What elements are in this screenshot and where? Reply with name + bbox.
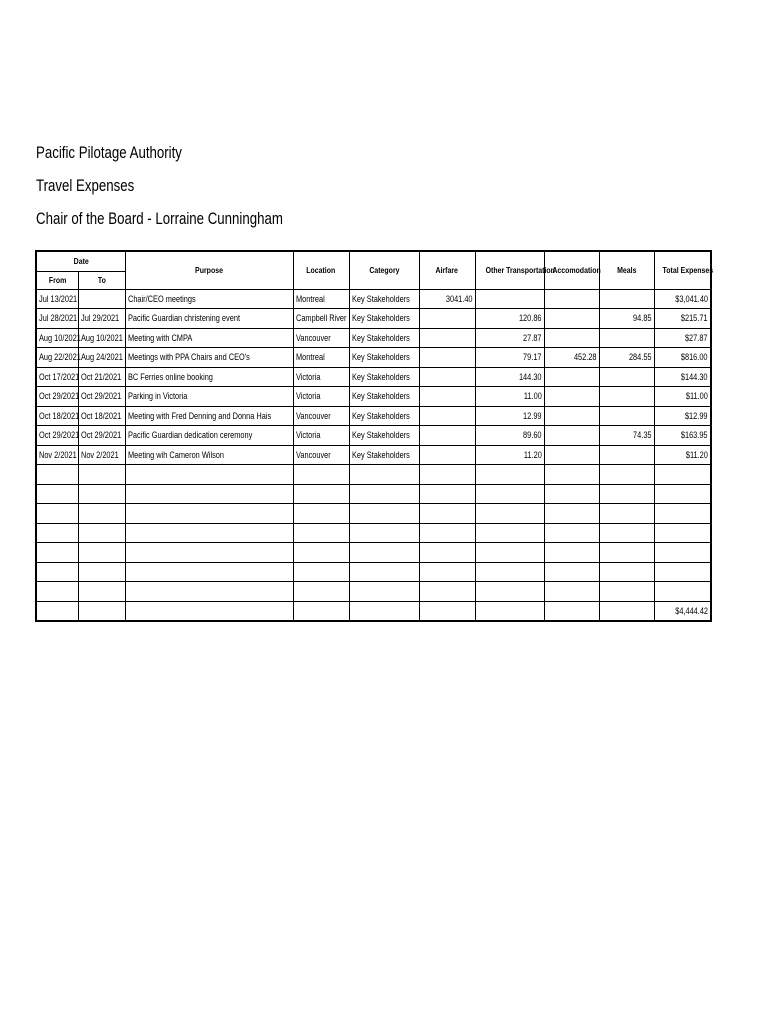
cell-location [293,601,349,621]
cell-meals [599,504,654,524]
cell-from [36,582,78,602]
cell-to: Oct 29/2021 [78,426,125,446]
header-row [36,251,711,271]
cell-other-transportation: 144.30 [475,367,544,387]
grand-total: $4,444.42 [654,601,711,621]
cell-to [78,582,125,602]
cell-other-transportation [475,465,544,485]
cell-other-transportation [475,523,544,543]
cell-meals [599,406,654,426]
cell-to [78,289,125,309]
cell-category: Key Stakeholders [349,445,419,465]
cell-accomodation [544,426,599,446]
cell-category [349,465,419,485]
table-row [36,445,711,465]
cell-other-transportation: 11.20 [475,445,544,465]
cell-location [293,523,349,543]
cell-accomodation [544,289,599,309]
cell-meals [599,582,654,602]
cell-location [293,543,349,563]
cell-location [293,504,349,524]
cell-to: Jul 29/2021 [78,309,125,329]
cell-category [349,504,419,524]
cell-total: $12.99 [654,406,711,426]
cell-other-transportation [475,484,544,504]
cell-category [349,523,419,543]
cell-other-transportation: 27.87 [475,328,544,348]
cell-location [293,465,349,485]
cell-location: Montreal [293,348,349,368]
cell-from: Aug 22/2021 [36,348,78,368]
cell-airfare [419,387,475,407]
cell-other-transportation: 12.99 [475,406,544,426]
cell-category [349,543,419,563]
cell-meals [599,601,654,621]
cell-meals [599,367,654,387]
cell-to: Oct 29/2021 [78,387,125,407]
table-row [36,289,711,309]
cell-total [654,523,711,543]
cell-to: Oct 21/2021 [78,367,125,387]
organization-name: Pacific Pilotage Authority [36,143,182,162]
cell-to: Aug 24/2021 [78,348,125,368]
cell-from [36,523,78,543]
cell-accomodation [544,504,599,524]
empty-row [36,504,711,524]
cell-accomodation [544,328,599,348]
empty-row [36,543,711,563]
cell-airfare: 3041.40 [419,289,475,309]
report-subject: Chair of the Board - Lorraine Cunningham [36,209,283,228]
cell-location: Campbell River [293,309,349,329]
cell-location [293,562,349,582]
cell-total [654,484,711,504]
cell-accomodation [544,406,599,426]
cell-to: Aug 10/2021 [78,328,125,348]
cell-location: Victoria [293,367,349,387]
cell-airfare [419,601,475,621]
cell-total [654,465,711,485]
cell-purpose: BC Ferries online booking [125,367,293,387]
cell-to [78,504,125,524]
cell-other-transportation: 79.17 [475,348,544,368]
table-row [36,328,711,348]
table-row [36,426,711,446]
cell-from: Aug 10/2021 [36,328,78,348]
cell-accomodation [544,484,599,504]
cell-other-transportation: 120.86 [475,309,544,329]
cell-airfare [419,367,475,387]
cell-accomodation [544,582,599,602]
cell-from [36,543,78,563]
cell-meals [599,562,654,582]
cell-meals [599,289,654,309]
cell-from [36,504,78,524]
cell-total: $27.87 [654,328,711,348]
cell-total: $163.95 [654,426,711,446]
cell-accomodation [544,309,599,329]
cell-from [36,465,78,485]
header-total-expenses: Total Expenses [654,251,711,289]
cell-category [349,484,419,504]
cell-meals [599,445,654,465]
travel-expenses-table [35,250,712,622]
cell-purpose [125,504,293,524]
cell-meals: 74.35 [599,426,654,446]
cell-category: Key Stakeholders [349,367,419,387]
cell-airfare [419,426,475,446]
cell-meals: 284.55 [599,348,654,368]
cell-total: $144.30 [654,367,711,387]
cell-location: Vancouver [293,328,349,348]
cell-total: $11.20 [654,445,711,465]
cell-purpose: Pacific Guardian dedication ceremony [125,426,293,446]
cell-purpose [125,601,293,621]
cell-other-transportation [475,582,544,602]
cell-from: Oct 17/2021 [36,367,78,387]
cell-airfare [419,406,475,426]
header-accomodation: Accomodation [544,251,599,289]
header-location: Location [293,251,349,289]
cell-category [349,601,419,621]
cell-accomodation [544,543,599,563]
cell-accomodation [544,523,599,543]
cell-from: Oct 29/2021 [36,426,78,446]
cell-to [78,601,125,621]
empty-row [36,562,711,582]
cell-purpose: Meeting wih Cameron Wilson [125,445,293,465]
cell-total [654,543,711,563]
cell-meals: 94.85 [599,309,654,329]
cell-airfare [419,328,475,348]
cell-purpose [125,484,293,504]
cell-location: Vancouver [293,406,349,426]
cell-total [654,582,711,602]
cell-purpose: Parking in Victoria [125,387,293,407]
cell-location: Victoria [293,426,349,446]
table-row [36,309,711,329]
empty-row [36,523,711,543]
cell-to: Nov 2/2021 [78,445,125,465]
cell-to [78,523,125,543]
cell-airfare [419,543,475,563]
cell-total [654,504,711,524]
cell-accomodation [544,601,599,621]
cell-meals [599,523,654,543]
header-date: Date [36,251,125,271]
cell-accomodation [544,387,599,407]
cell-meals [599,387,654,407]
cell-accomodation [544,562,599,582]
cell-accomodation: 452.28 [544,348,599,368]
cell-meals [599,543,654,563]
header-other-transportation: Other Transportation [475,251,544,289]
cell-airfare [419,582,475,602]
cell-purpose: Meeting with Fred Denning and Donna Hais [125,406,293,426]
cell-category: Key Stakeholders [349,348,419,368]
table-body [36,289,711,621]
cell-location: Vancouver [293,445,349,465]
cell-purpose [125,523,293,543]
header-airfare: Airfare [419,251,475,289]
cell-meals [599,484,654,504]
cell-purpose: Pacific Guardian christening event [125,309,293,329]
cell-purpose: Meetings with PPA Chairs and CEO's [125,348,293,368]
cell-category [349,582,419,602]
cell-accomodation [544,465,599,485]
cell-category: Key Stakeholders [349,328,419,348]
cell-category: Key Stakeholders [349,426,419,446]
cell-from: Jul 13/2021 [36,289,78,309]
cell-to [78,465,125,485]
cell-accomodation [544,445,599,465]
cell-to: Oct 18/2021 [78,406,125,426]
cell-airfare [419,465,475,485]
empty-row [36,484,711,504]
header-from: From [36,271,78,289]
cell-from [36,601,78,621]
cell-airfare [419,348,475,368]
cell-to [78,484,125,504]
cell-from [36,562,78,582]
empty-row [36,465,711,485]
cell-from: Nov 2/2021 [36,445,78,465]
cell-other-transportation [475,289,544,309]
header-to: To [78,271,125,289]
cell-other-transportation [475,601,544,621]
cell-total: $215.71 [654,309,711,329]
cell-purpose: Chair/CEO meetings [125,289,293,309]
cell-location: Victoria [293,387,349,407]
table-row [36,406,711,426]
cell-from: Jul 28/2021 [36,309,78,329]
cell-category: Key Stakeholders [349,289,419,309]
cell-meals [599,328,654,348]
cell-airfare [419,523,475,543]
cell-other-transportation: 89.60 [475,426,544,446]
table-row [36,387,711,407]
cell-other-transportation: 11.00 [475,387,544,407]
cell-purpose [125,582,293,602]
cell-airfare [419,309,475,329]
cell-total: $3,041.40 [654,289,711,309]
cell-airfare [419,504,475,524]
header-category: Category [349,251,419,289]
cell-airfare [419,562,475,582]
cell-from: Oct 29/2021 [36,387,78,407]
cell-purpose [125,562,293,582]
cell-category: Key Stakeholders [349,406,419,426]
cell-category [349,562,419,582]
cell-total [654,562,711,582]
cell-accomodation [544,367,599,387]
cell-purpose [125,543,293,563]
cell-purpose [125,465,293,485]
cell-airfare [419,484,475,504]
cell-from: Oct 18/2021 [36,406,78,426]
report-title: Travel Expenses [36,176,135,195]
cell-purpose: Meeting with CMPA [125,328,293,348]
cell-airfare [419,445,475,465]
cell-to [78,562,125,582]
cell-location: Montreal [293,289,349,309]
cell-location [293,582,349,602]
empty-row [36,582,711,602]
cell-meals [599,465,654,485]
cell-to [78,543,125,563]
cell-total: $11.00 [654,387,711,407]
table-row [36,348,711,368]
cell-category: Key Stakeholders [349,309,419,329]
total-row [36,601,711,621]
cell-other-transportation [475,504,544,524]
cell-from [36,484,78,504]
cell-other-transportation [475,562,544,582]
header-meals: Meals [599,251,654,289]
cell-other-transportation [475,543,544,563]
table-row [36,367,711,387]
header-purpose: Purpose [125,251,293,289]
cell-location [293,484,349,504]
cell-total: $816.00 [654,348,711,368]
report-heading [36,136,353,235]
cell-category: Key Stakeholders [349,387,419,407]
